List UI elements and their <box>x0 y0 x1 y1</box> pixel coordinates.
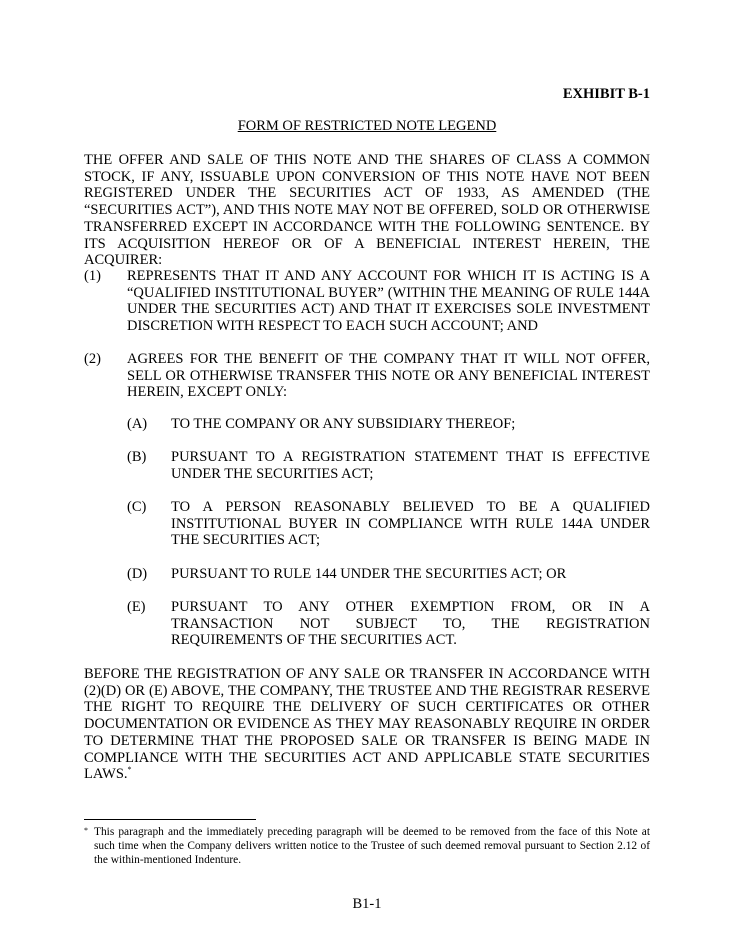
footnote-divider <box>84 819 256 820</box>
item-text: REPRESENTS THAT IT AND ANY ACCOUNT FOR WHICH IT IS ACTING IS A “QUALIFIED INSTITUTIONAL BUYER” (WITHIN THE MEANING OF RULE 144A UNDER THE SECURITIES ACT) AND THAT IT EXERCISES SOLE INVESTMENT DISCRETION WITH RESPECT TO EACH SUCH ACCOUNT; AND <box>127 268 650 335</box>
page-title <box>84 118 650 135</box>
subitem-text: PURSUANT TO ANY OTHER EXEMPTION FROM, OR IN A TRANSACTION NOT SUBJECT TO, THE REGISTRATION REQUIREMENTS OF THE SECURITIES ACT. <box>171 599 650 649</box>
item-text: AGREES FOR THE BENEFIT OF THE COMPANY THAT IT WILL NOT OFFER, SELL OR OTHERWISE TRANSFER THIS NOTE OR ANY BENEFICIAL INTEREST HEREIN, EXCEPT ONLY: <box>127 351 650 401</box>
subitem-text: TO THE COMPANY OR ANY SUBSIDIARY THEREOF; <box>171 416 516 432</box>
subitem-text: TO A PERSON REASONABLY BELIEVED TO BE A QUALIFIED INSTITUTIONAL BUYER IN COMPLIANCE WITH RULE 144A UNDER THE SECURITIES ACT; <box>171 499 650 549</box>
closing-text: BEFORE THE REGISTRATION OF ANY SALE OR TRANSFER IN ACCORDANCE WITH (2)(D) OR (E) ABOVE, THE COMPANY, THE TRUSTEE AND THE REGISTRAR RESERVE THE RIGHT TO REQUIRE THE DELIVERY OF SUCH CERTIFICATES OR OTHER DOCUMENTATION OR EVIDENCE AS THEY MAY REASONABLY REQUIRE IN ORDER TO DETERMINE THAT THE PROPOSED SALE OR TRANSFER IS BEING MADE IN COMPLIANCE WITH THE SECURITIES ACT AND APPLICABLE STATE SECURITIES LAWS. <box>84 666 650 783</box>
footnote <box>84 826 650 867</box>
subitem-number: (B) <box>127 449 147 465</box>
item-number: (2) <box>84 351 101 367</box>
title-text: FORM OF RESTRICTED NOTE LEGEND <box>237 118 497 134</box>
footnote-mark: * <box>84 826 88 835</box>
subitem-number: (D) <box>127 566 148 582</box>
intro-paragraph: THE OFFER AND SALE OF THIS NOTE AND THE SHARES OF CLASS A COMMON STOCK, IF ANY, ISSUABLE UPON CONVERSION OF THIS NOTE HAVE NOT BEEN REGISTERED UNDER THE SECURITIES ACT OF 1933, AS AMENDED (THE “SECURITIES ACT”), AND THIS NOTE MAY NOT BE OFFERED, SOLD OR OTHERWISE TRANSFERRED EXCEPT IN ACCORDANCE WITH THE FOLLOWING SENTENCE. BY ITS ACQUISITION HEREOF OR OF A BENEFICIAL INTEREST HEREIN, THE ACQUIRER: <box>84 152 650 269</box>
subitem-text: PURSUANT TO RULE 144 UNDER THE SECURITIES ACT; OR <box>171 566 567 582</box>
subitem-number: (E) <box>127 599 146 615</box>
subitem-number: (C) <box>127 499 147 515</box>
closing-paragraph <box>84 666 650 783</box>
subitem-text: PURSUANT TO A REGISTRATION STATEMENT THAT IS EFFECTIVE UNDER THE SECURITIES ACT; <box>171 449 650 482</box>
page-number: B1-1 <box>352 896 382 912</box>
exhibit-label: EXHIBIT B-1 <box>562 86 650 102</box>
footnote-reference: * <box>127 765 132 775</box>
subitem-number: (A) <box>127 416 148 432</box>
footnote-text: This paragraph and the immediately preceding paragraph will be deemed to be removed from the face of this Note at such time when the Company delivers written notice to the Trustee of such deemed removal pursuant to Section 2.12 of the within-mentioned Indenture. <box>94 826 650 866</box>
item-number: (1) <box>84 268 101 284</box>
